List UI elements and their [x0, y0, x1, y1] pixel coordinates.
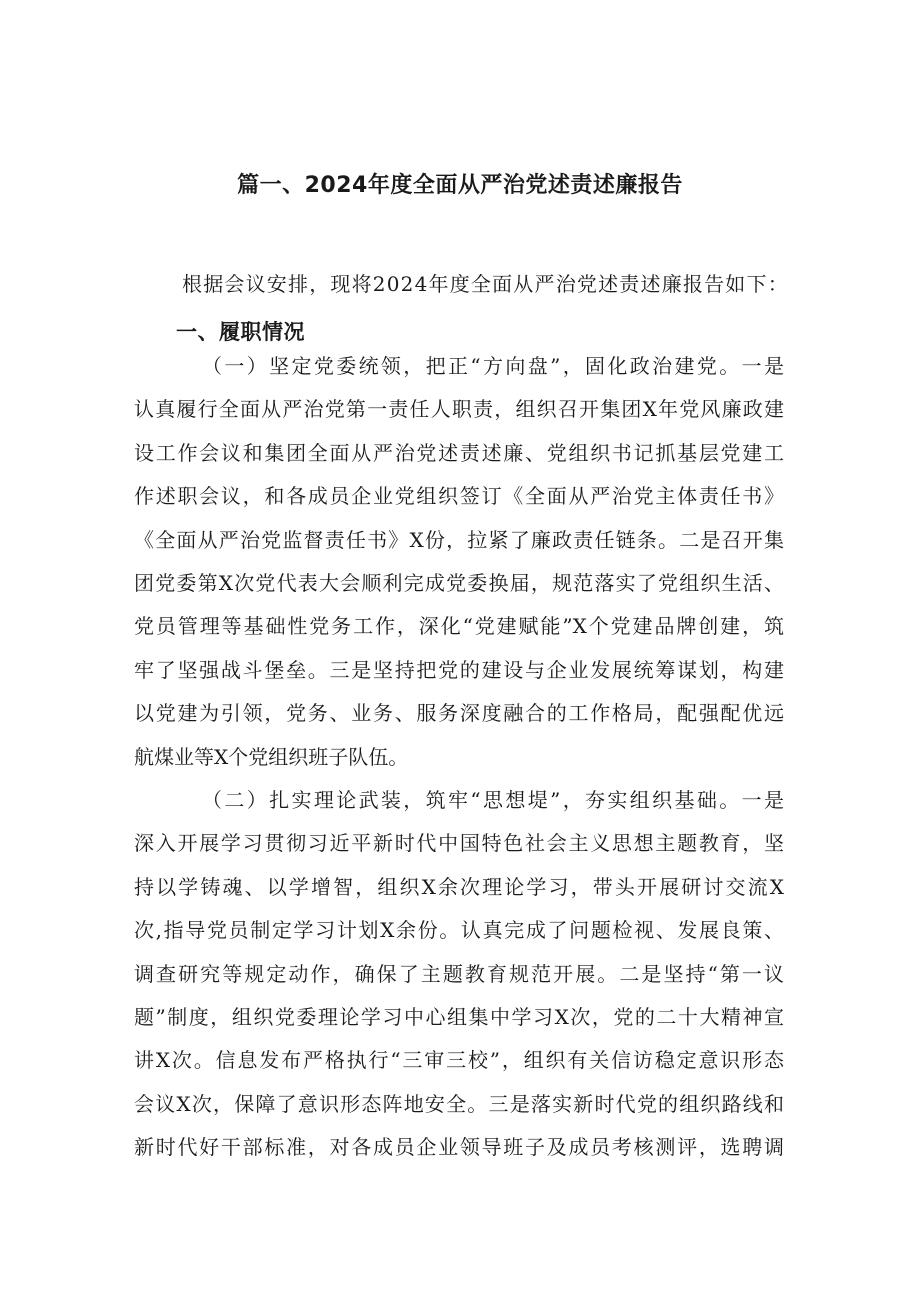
paragraph-line: （一）坚定党委统领，把正“方向盘”，固化政治建党。一是 — [202, 354, 784, 378]
paragraph-1 — [134, 354, 784, 788]
paragraph-line: 持以学铸魂、以学增智，组织X余次理论学习，带头开展研讨交流X — [134, 874, 784, 899]
paragraph-line: 题”制度，组织党委理论学习中心组集中学习X次，党的二十大精神宣 — [134, 1004, 784, 1029]
paragraph-line: 团党委第X次党代表大会顺利完成党委换届，规范落实了党组织生活、 — [134, 570, 784, 595]
document-title: 篇一、2024年度全面从严治党述责述廉报告 — [237, 173, 683, 198]
paragraph-line: 新时代好干部标准，对各成员企业领导班子及成员考核测评，选聘调 — [134, 1135, 784, 1160]
paragraph-line: （二）扎实理论武装，筑牢“思想堤”，夯实组织基础。一是 — [202, 788, 784, 812]
paragraph-line: 《全面从严治党监督责任书》X份，拉紧了廉政责任链条。二是召开集 — [134, 527, 784, 552]
paragraph-line: 以党建为引领，党务、业务、服务深度融合的工作格局，配强配优远 — [134, 701, 784, 726]
paragraph-line: 作述职会议，和各成员企业党组织签订《全面从严治党主体责任书》 — [134, 484, 784, 509]
intro-paragraph: 根据会议安排，现将2024年度全面从严治党述责述廉报告如下： — [182, 272, 789, 296]
paragraph-line: 会议X次，保障了意识形态阵地安全。三是落实新时代党的组织路线和 — [134, 1091, 784, 1116]
paragraph-line: 次,指导党员制定学习计划X余份。认真完成了问题检视、发展良策、 — [134, 918, 784, 943]
paragraph-line: 深入开展学习贯彻习近平新时代中国特色社会主义思想主题教育，坚 — [134, 831, 784, 856]
paragraph-line: 认真履行全面从严治党第一责任人职责，组织召开集团X年党风廉政建 — [134, 397, 784, 422]
paragraph-line: 牢了坚强战斗堡垒。三是坚持把党的建设与企业发展统筹谋划，构建 — [134, 657, 784, 682]
paragraph-line: 讲X次。信息发布严格执行“三审三校”，组织有关信访稳定意识形态 — [134, 1048, 784, 1073]
paragraph-line: 党员管理等基础性党务工作，深化“党建赋能”X个党建品牌创建，筑 — [134, 614, 784, 639]
paragraph-2 — [134, 788, 784, 1179]
section-heading: 一、履职情况 — [176, 320, 305, 344]
paragraph-line: 设工作会议和集团全面从严治党述责述廉、党组织书记抓基层党建工 — [134, 440, 784, 465]
paragraph-line: 调查研究等规定动作，确保了主题教育规范开展。二是坚持“第一议 — [134, 961, 784, 986]
paragraph-line: 航煤业等X个党组织班子队伍。 — [134, 744, 409, 769]
